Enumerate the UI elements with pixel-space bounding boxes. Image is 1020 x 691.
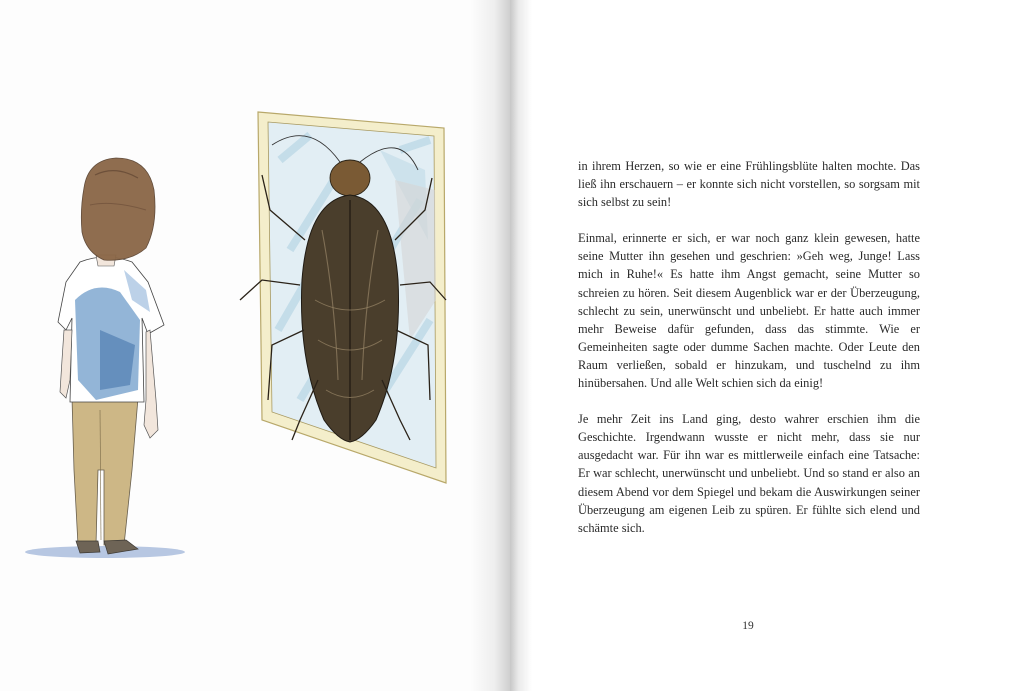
paragraph-3: Je mehr Zeit ins Land ging, desto wahrer erschien ihm die Geschichte. Irgendwann wusste er nicht mehr, dass sie nur ausgedacht war. Für ihn war es mittlerweile einfach eine Tatsache: Er war schlecht, unerwünscht und unbeliebt. Und so stand er also an diesem Abend vor dem Spiegel und bekam die Auswirkungen seiner Überzeugung am eigenen Leib zu spüren. Er fühlte sich elend und schämte sich. xyxy=(578,412,920,535)
left-gutter-shadow xyxy=(470,0,510,691)
boy-trousers xyxy=(72,398,138,545)
right-page xyxy=(510,0,1020,691)
body-text xyxy=(578,157,920,555)
floor-shadow xyxy=(25,546,185,558)
paragraph-1: in ihrem Herzen, so wie er eine Frühlingsblüte halten mochte. Das ließ ihn erschauern – er konnte sich nicht vorstellen, so sorgsam mit sich selbst zu sein! xyxy=(578,159,920,210)
paragraph-2: Einmal, erinnerte er sich, er war noch ganz klein gewesen, hatte seine Mutter ihn gesehen und geschrien: »Geh weg, Junge! Lass mich in Ruhe!« Es hatte ihm Angst gemacht, seine Mutter so schreien zu hören. Seit diesem Augenblick war er der Überzeugung, schlecht zu sein, unerwünscht und unbeliebt. Er hatte auch immer mehr Beweise dafür gefunden, dass das stimmte. Wie er Gemeinheiten sagte oder dumme Sachen machte. Oder Leute den Raum verließen, sobald er hinzukam, und tuschelnd zu ihm hinübersahen. Und alle Welt schien sich da einig! xyxy=(578,231,920,391)
page-number: 19 xyxy=(742,620,754,632)
right-gutter-shadow xyxy=(510,0,532,691)
boy-arm-right xyxy=(144,330,158,438)
